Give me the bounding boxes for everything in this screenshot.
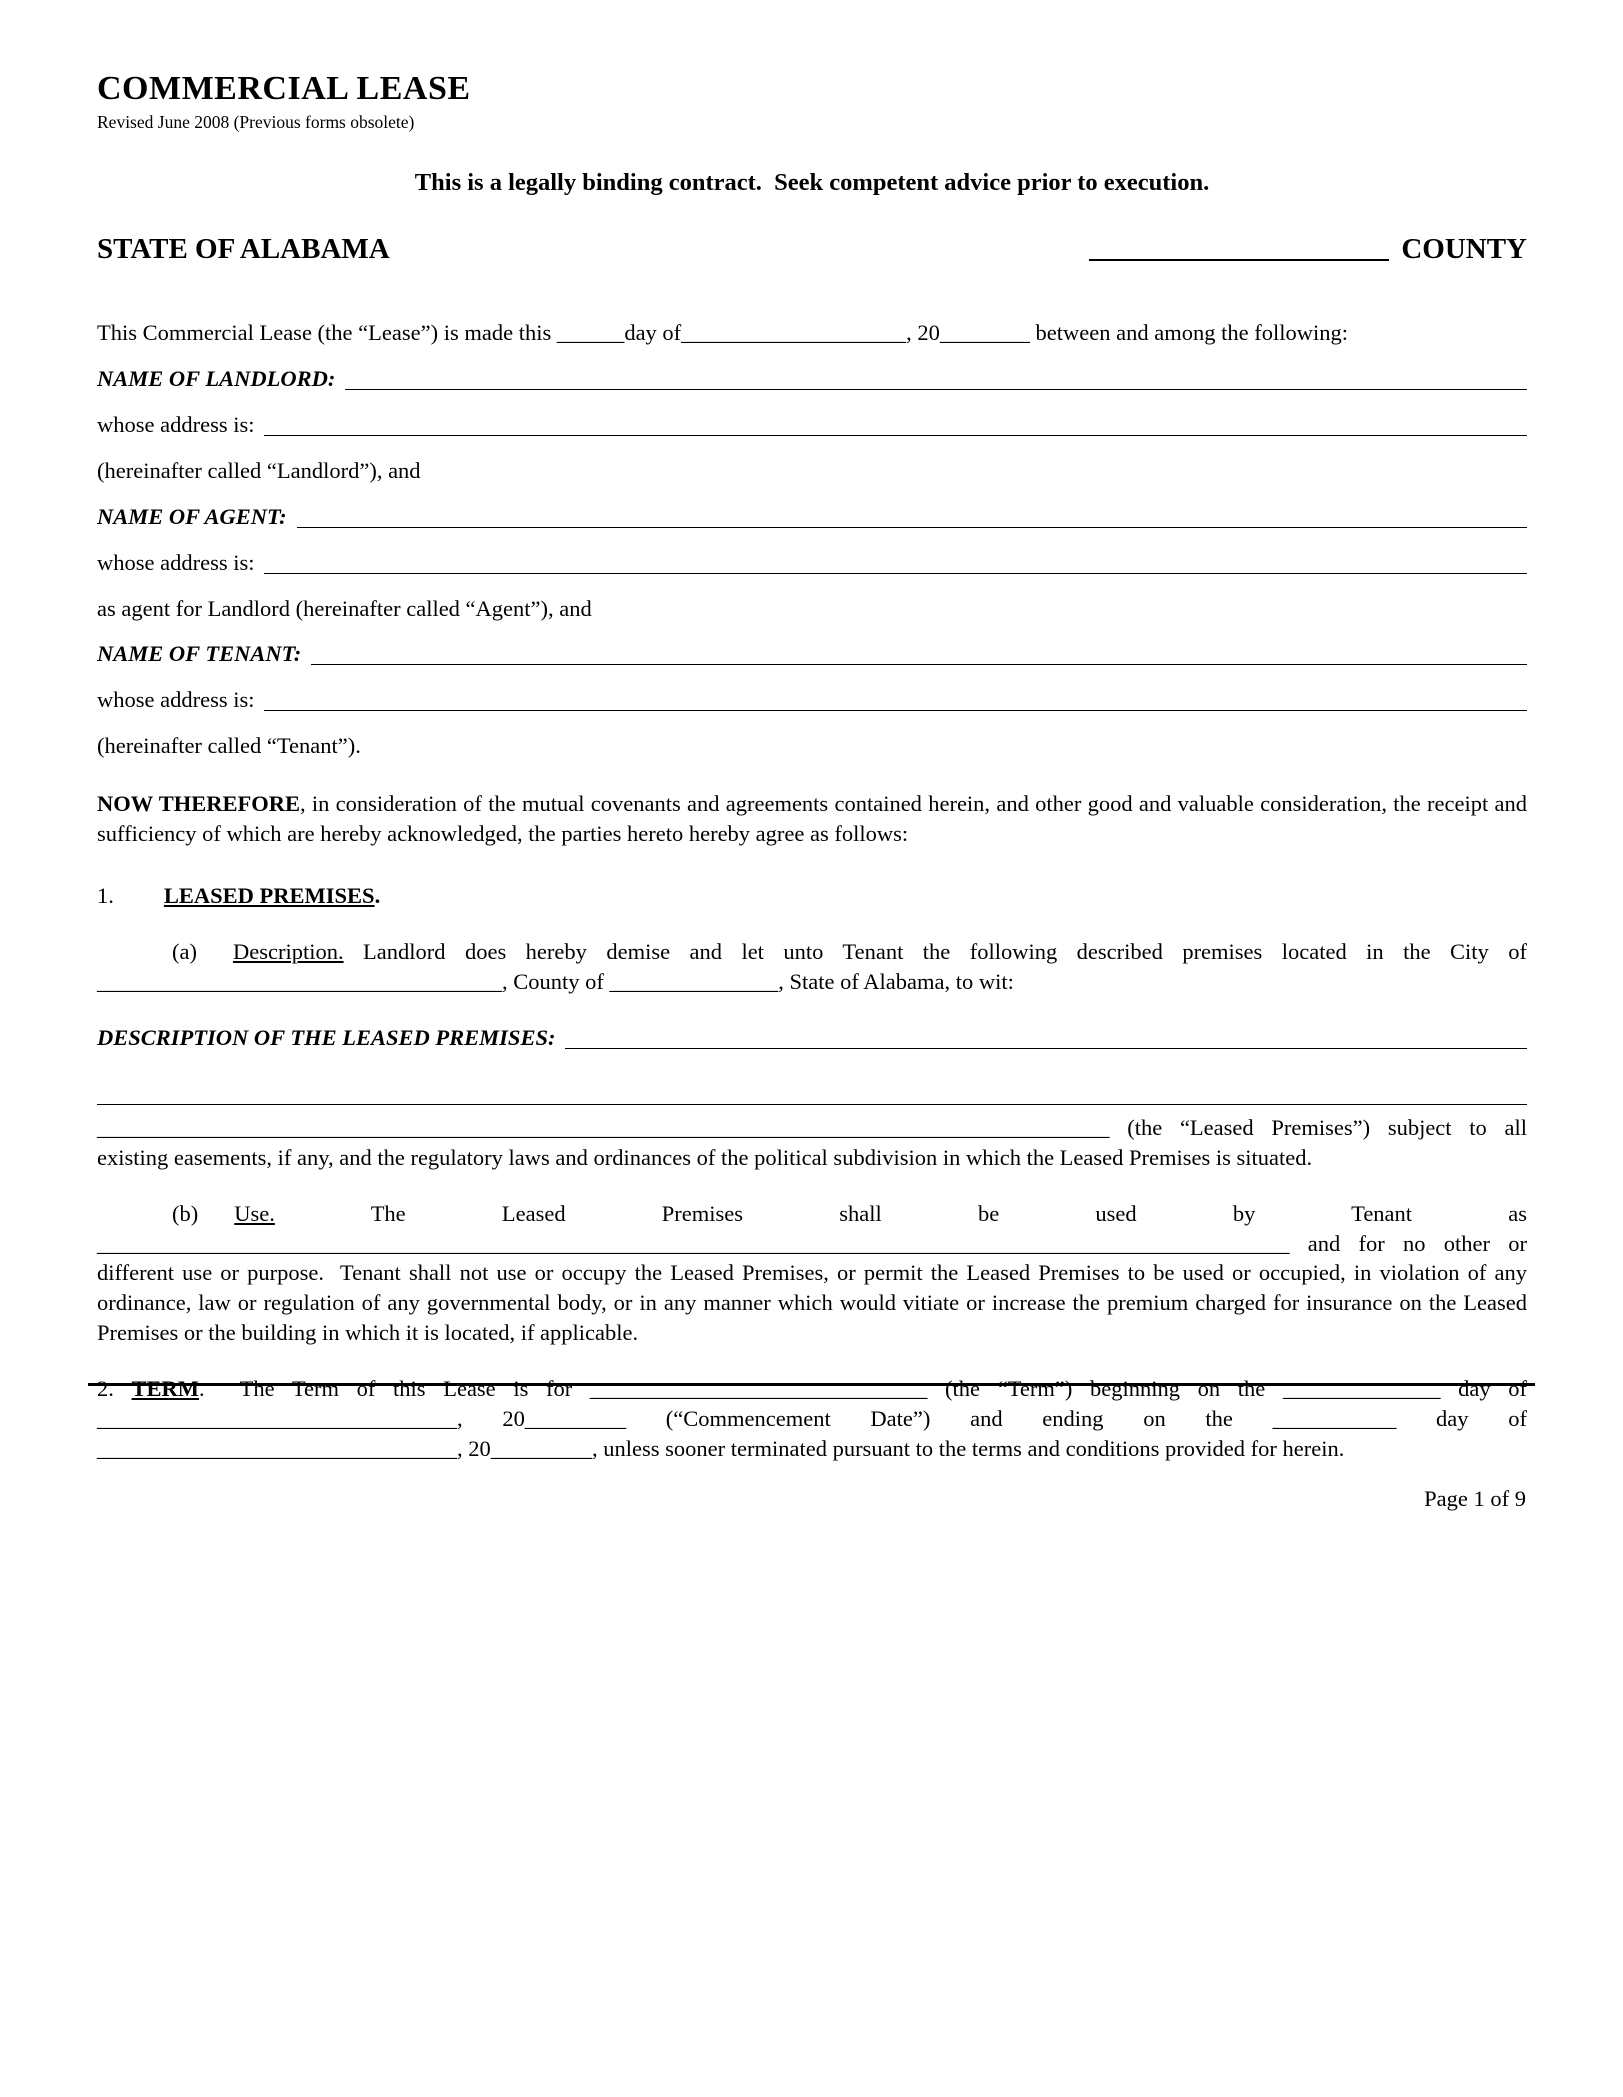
section-1-number: 1. (97, 883, 114, 909)
section-1-title-period: . (374, 883, 381, 909)
agent-address-blank (264, 572, 1527, 574)
tenant-address-label: whose address is: (97, 687, 255, 713)
state-heading: STATE OF ALABAMA (97, 233, 390, 265)
intro-paragraph: This Commercial Lease (the “Lease”) is made this ______day of____________________, 20________ between and among the following: (97, 320, 1348, 345)
description-row (97, 1023, 1527, 1053)
agent-name-label: NAME OF AGENT: (97, 503, 287, 529)
section-2-text: . The Term of this Lease is for ______________________________ (the “Term”) beginning on the ______________ day of ________________________________, 20_________ (“Commencement Date”) and ending on the ___________ day of ________________________________, 20_________, unless sooner terminated pursuant to the terms and conditions provided for herein. (97, 1376, 1527, 1462)
tenant-hereinafter-text: (hereinafter called “Tenant”). (97, 733, 361, 759)
section-1a-paragraph (97, 937, 1527, 997)
landlord-name-label: NAME OF LANDLORD: (97, 365, 336, 391)
description-blank (565, 1047, 1527, 1049)
section-1-title: LEASED PREMISES (163, 883, 375, 909)
county-blank-line (1089, 259, 1389, 261)
tenant-name-blank (311, 663, 1527, 665)
section-2-paragraph (97, 1374, 1527, 1464)
now-therefore-paragraph (97, 789, 1527, 849)
section-1a-sublabel: Description. (232, 938, 344, 964)
binding-notice: This is a legally binding contract. Seek competent advice prior to execution. (414, 169, 1210, 196)
tenant-name-row (97, 639, 1527, 669)
section-1b-label: (b) (172, 1200, 199, 1226)
footer-rule (88, 1383, 1535, 1386)
tenant-address-row (97, 685, 1527, 715)
now-therefore-lead: NOW THEREFORE (97, 791, 300, 817)
agent-hereinafter-text: as agent for Landlord (hereinafter called “Agent”), and (97, 595, 592, 621)
description-label: DESCRIPTION OF THE LEASED PREMISES: (97, 1024, 556, 1050)
section-1a-label: (a) (172, 938, 197, 964)
section-1b-sublabel: Use. (234, 1200, 275, 1226)
tenant-name-label: NAME OF TENANT: (97, 641, 302, 667)
landlord-name-row (97, 364, 1527, 394)
description-extra-blank-line (97, 1103, 1527, 1105)
section-1a-text: Landlord does hereby demise and let unto Tenant the following described premises located in the City of ____________________________________, County of _______________, State of Alabama, to wit: (97, 938, 1527, 994)
section-1b-paragraph (97, 1199, 1527, 1349)
section-2-number: 2. (97, 1376, 114, 1402)
landlord-address-row (97, 410, 1527, 440)
section-2-title: TERM (131, 1376, 200, 1402)
page-number: Page 1 of 9 (1424, 1486, 1526, 1511)
agent-address-label: whose address is: (97, 549, 255, 575)
landlord-hereinafter-text: (hereinafter called “Landlord”), and (97, 457, 421, 483)
landlord-address-label: whose address is: (97, 411, 255, 437)
tenant-address-blank (264, 709, 1527, 711)
county-label: COUNTY (1401, 233, 1527, 265)
revision-note: Revised June 2008 (Previous forms obsolete) (97, 112, 415, 132)
document-title: COMMERCIAL LEASE (97, 70, 471, 107)
leased-premises-tail-paragraph: __________________________________________________________________________________________ (the “Leased Premises”) subject to all existing easements, if any, and the regulatory laws and ordinances of the political subdivision in which the Leased Premises is situated. (97, 1114, 1527, 1170)
agent-address-row (97, 548, 1527, 578)
landlord-address-blank (264, 434, 1527, 436)
agent-name-row (97, 502, 1527, 532)
now-therefore-text: , in consideration of the mutual covenants and agreements contained herein, and other good and valuable consideration, the receipt and sufficiency of which are hereby acknowledged, the parties hereto hereby agree as follows: (97, 791, 1527, 847)
landlord-name-blank (345, 388, 1527, 390)
state-county-row (97, 233, 1527, 266)
section-1-heading (97, 881, 1527, 911)
county-field (1089, 233, 1527, 266)
agent-name-blank (297, 526, 1527, 528)
section-1b-text: The Leased Premises shall be used by Tenant as __________________________________________________________________________________________________________ and for no other or different use or purpose. Tenant shall not use or occupy the Leased Premises, or permit the Leased Premises to be used or occupied, in violation of any ordinance, law or regulation of any governmental body, or in any manner which would vitiate or increase the premium charged for insurance on the Leased Premises or the building in which it is located, if applicable. (97, 1200, 1527, 1346)
